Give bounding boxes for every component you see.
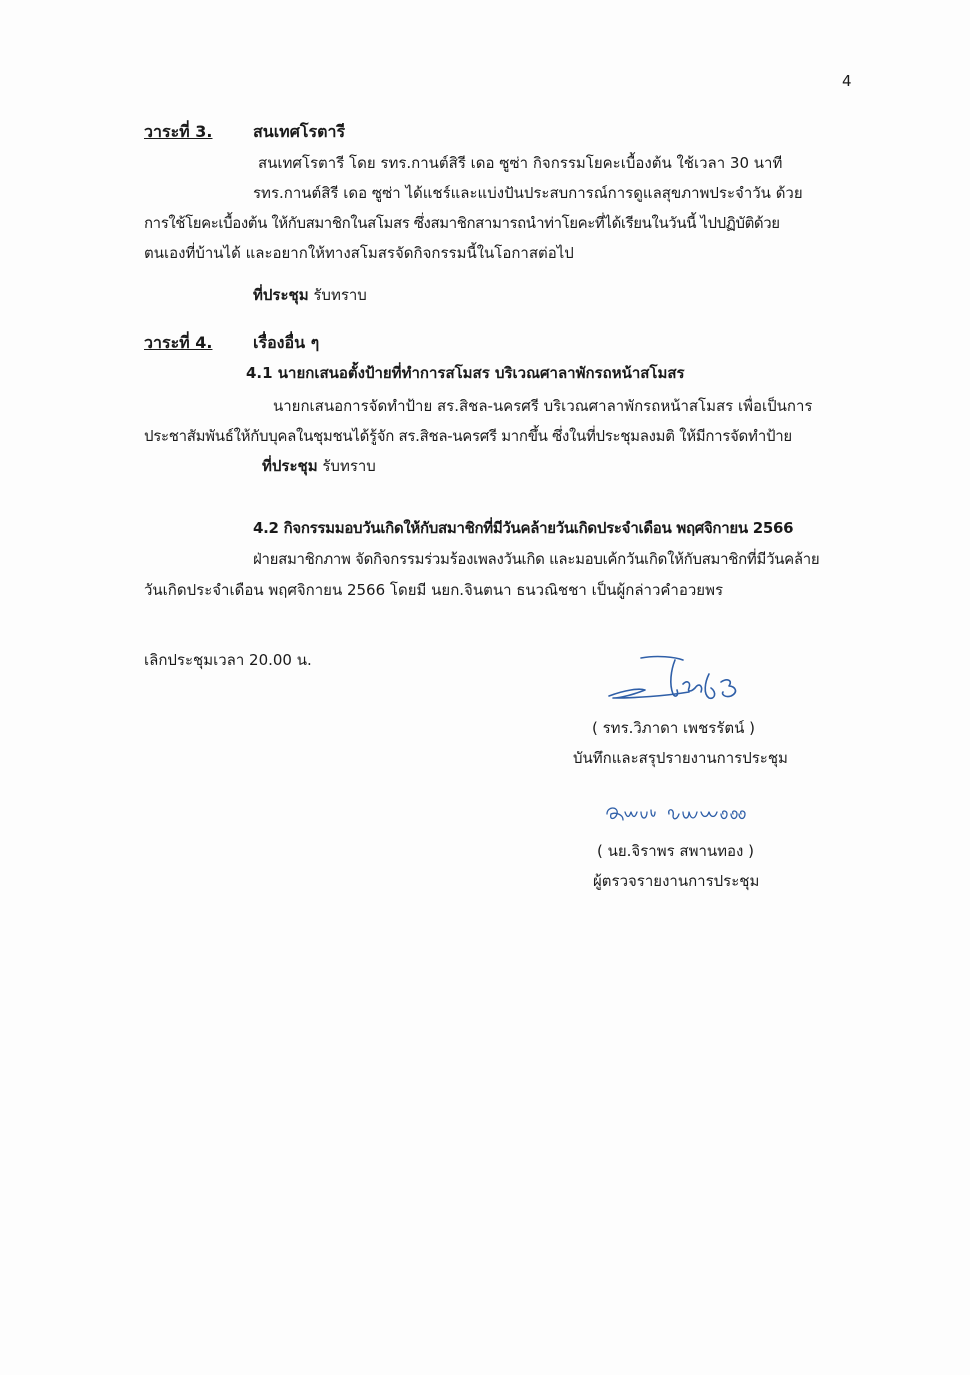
agenda3-resolution-label: ที่ประชุม [253,286,309,304]
agenda4-item2-line-2: วันเกิดประจำเดือน พฤศจิกายน 2566 โดยมี นยก.จินตนา ธนวณิชชา เป็นผู้กล่าวคำอวยพร [144,581,724,599]
agenda4-item2-line-1: ฝ่ายสมาชิกภาพ จัดกิจกรรมร่วมร้องเพลงวันเกิด และมอบเค้กวันเกิดให้กับสมาชิกที่มีวันคล้าย [253,550,820,568]
signature-2-name: ( นย.จิราพร สพานทอง ) [597,842,754,860]
signature-2-role: ผู้ตรวจรายงานการประชุม [593,872,760,890]
page-number: 4 [842,72,852,90]
agenda3-title: สนเทศโรตารี [253,122,346,141]
agenda4-item1-resolution [262,454,376,478]
agenda4-item2-heading: 4.2 กิจกรรมมอบวันเกิดให้กับสมาชิกที่มีวันคล้ายวันเกิดประจำเดือน พฤศจิกายน 2566 [253,519,794,537]
agenda4-item1-heading: 4.1 นายกเสนอตั้งป้ายที่ทำการสโมสร บริเวณศาลาพักรถหน้าสโมสร [246,364,685,382]
agenda3-label: วาระที่ 3. [144,122,213,141]
agenda3-resolution [253,283,367,307]
agenda4-label: วาระที่ 4. [144,333,213,352]
signature-2-image [603,800,753,830]
agenda4-item1-line-2: ประชาสัมพันธ์ให้กับบุคลในชุมชนได้รู้จัก สร.สิชล-นครศรี มากขึ้น ซึ่งในที่ประชุมลงมติ ให้มีการจัดทำป้าย [144,427,792,445]
agenda3-line-3: การใช้โยคะเบื้องต้น ให้กับสมาชิกในสโมสร ซึ่งสมาชิกสามารถนำท่าโยคะที่ได้เรียนในวันนี้ ไปปฏิบัติด้วย [144,214,780,232]
agenda3-line-1: สนเทศโรตารี โดย รทร.กานต์สิรี เดอ ซูซ่า กิจกรรมโยคะเบื้องต้น ใช้เวลา 30 นาที [258,154,783,172]
agenda4-item1-resolution-label: ที่ประชุม [262,457,318,475]
signature-1-name: ( รทร.วิภาดา เพชรรัตน์ ) [592,719,755,737]
signature-1-image [605,652,755,710]
agenda3-line-4: ตนเองที่บ้านได้ และอยากให้ทางสโมสรจัดกิจกรรมนี้ในโอกาสต่อไป [144,244,574,262]
agenda4-item1-resolution-text: รับทราบ [317,457,376,475]
agenda4-item1-line-1: นายกเสนอการจัดทำป้าย สร.สิชล-นครศรี บริเวณศาลาพักรถหน้าสโมสร เพื่อเป็นการ [273,397,813,415]
agenda3-resolution-text: รับทราบ [308,286,367,304]
closing-text: เลิกประชุมเวลา 20.00 น. [144,651,312,669]
agenda4-title: เรื่องอื่น ๆ [253,333,320,352]
agenda3-line-2: รทร.กานต์สิรี เดอ ซูซ่า ได้แชร์และแบ่งปันประสบการณ์การดูแลสุขภาพประจำวัน ด้วย [253,184,803,202]
signature-1-role: บันทึกและสรุปรายงานการประชุม [573,749,788,767]
